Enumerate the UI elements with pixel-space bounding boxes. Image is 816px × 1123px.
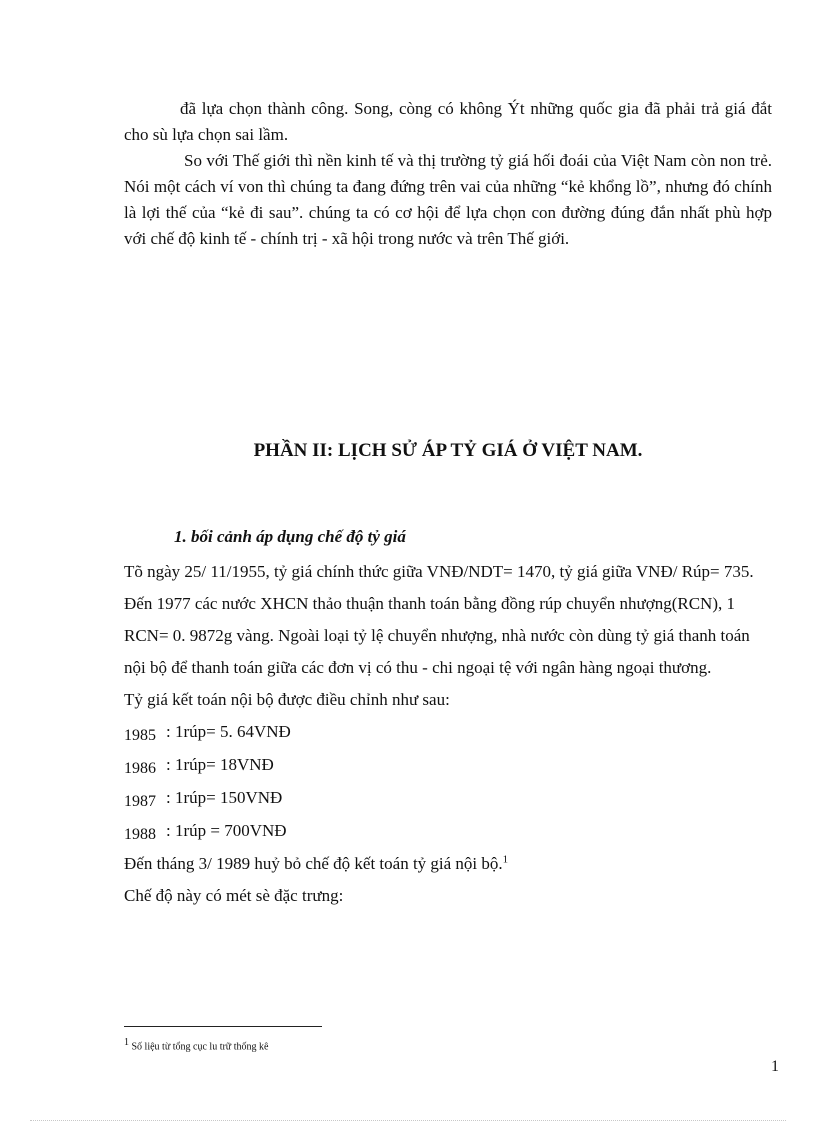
abolition-sentence: Đến tháng 3/ 1989 huỷ bỏ chế độ kết toán tỷ giá nội bộ. bbox=[124, 854, 503, 873]
footnote-reference[interactable]: 1 bbox=[502, 853, 509, 866]
features-intro: Chế độ này có mét sè đặc trưng: bbox=[124, 886, 344, 905]
page-bottom-border bbox=[30, 1120, 786, 1121]
footnote bbox=[124, 1037, 268, 1052]
footnote-marker: 1 bbox=[124, 1037, 129, 1048]
rate-row bbox=[124, 749, 772, 782]
rate-row bbox=[124, 815, 772, 848]
subsection-heading: 1. bối cảnh áp dụng chế độ tỷ giá bbox=[174, 527, 406, 546]
rate-value: : 1rúp= 150VNĐ bbox=[166, 788, 283, 807]
rate-year: 1988 bbox=[124, 826, 156, 843]
footnote-separator bbox=[124, 1026, 322, 1027]
rate-year: 1986 bbox=[124, 760, 156, 777]
section-body bbox=[124, 556, 772, 912]
body-paragraph: Tõ ngày 25/ 11/1955, tỷ giá chính thức giữa VNĐ/NDT= 1470, tỷ giá giữa VNĐ/ Rúp= 735. Đến 1977 các nước XHCN thảo thuận thanh toán bằng đồng rúp chuyển nhượng(RCN), 1 RCN= 0. 9872g vàng. Ngoài loại tỷ lệ chuyển nhượng, nhà nước còn dùng tỷ giá thanh toán nội bộ để thanh toán giữa các đơn vị có thu - chi ngoại tệ với ngân hàng ngoại thương. bbox=[124, 562, 754, 677]
rate-value: : 1rúp= 5. 64VNĐ bbox=[166, 722, 291, 741]
abolition-text bbox=[124, 848, 772, 880]
rate-year: 1987 bbox=[124, 793, 156, 810]
paragraph-1: đã lựa chọn thành công. Song, còng có không Ýt những quốc gia đã phải trả giá đắt cho sù lựa chọn sai lầm. bbox=[124, 99, 772, 144]
page-number: 1 bbox=[771, 1058, 779, 1075]
rate-value: : 1rúp = 700VNĐ bbox=[166, 821, 287, 840]
adjustment-intro: Tỷ giá kết toán nội bộ được điều chỉnh như sau: bbox=[124, 690, 450, 709]
rate-year: 1985 bbox=[124, 727, 156, 744]
section-heading: PHẦN II: LỊCH SỬ ÁP TỶ GIÁ Ở VIỆT NAM. bbox=[253, 440, 643, 461]
rate-value: : 1rúp= 18VNĐ bbox=[166, 755, 274, 774]
paragraph-2: So với Thế giới thì nền kinh tế và thị trường tỷ giá hối đoái của Việt Nam còn non trẻ. Nói một cách ví von thì chúng ta đang đứng trên vai của những “kẻ khổng lồ”, nhưng đó chính là lợi thế của “kẻ đi sau”. chúng ta có cơ hội để lựa chọn con đường đúng đắn nhất phù hợp với chế độ kinh tế - chính trị - xã hội trong nước và trên Thế giới. bbox=[124, 151, 772, 248]
rate-row bbox=[124, 782, 772, 815]
footnote-text: Số liệu từ tổng cục lu trữ thống kê bbox=[131, 1041, 269, 1053]
rate-row bbox=[124, 716, 772, 749]
